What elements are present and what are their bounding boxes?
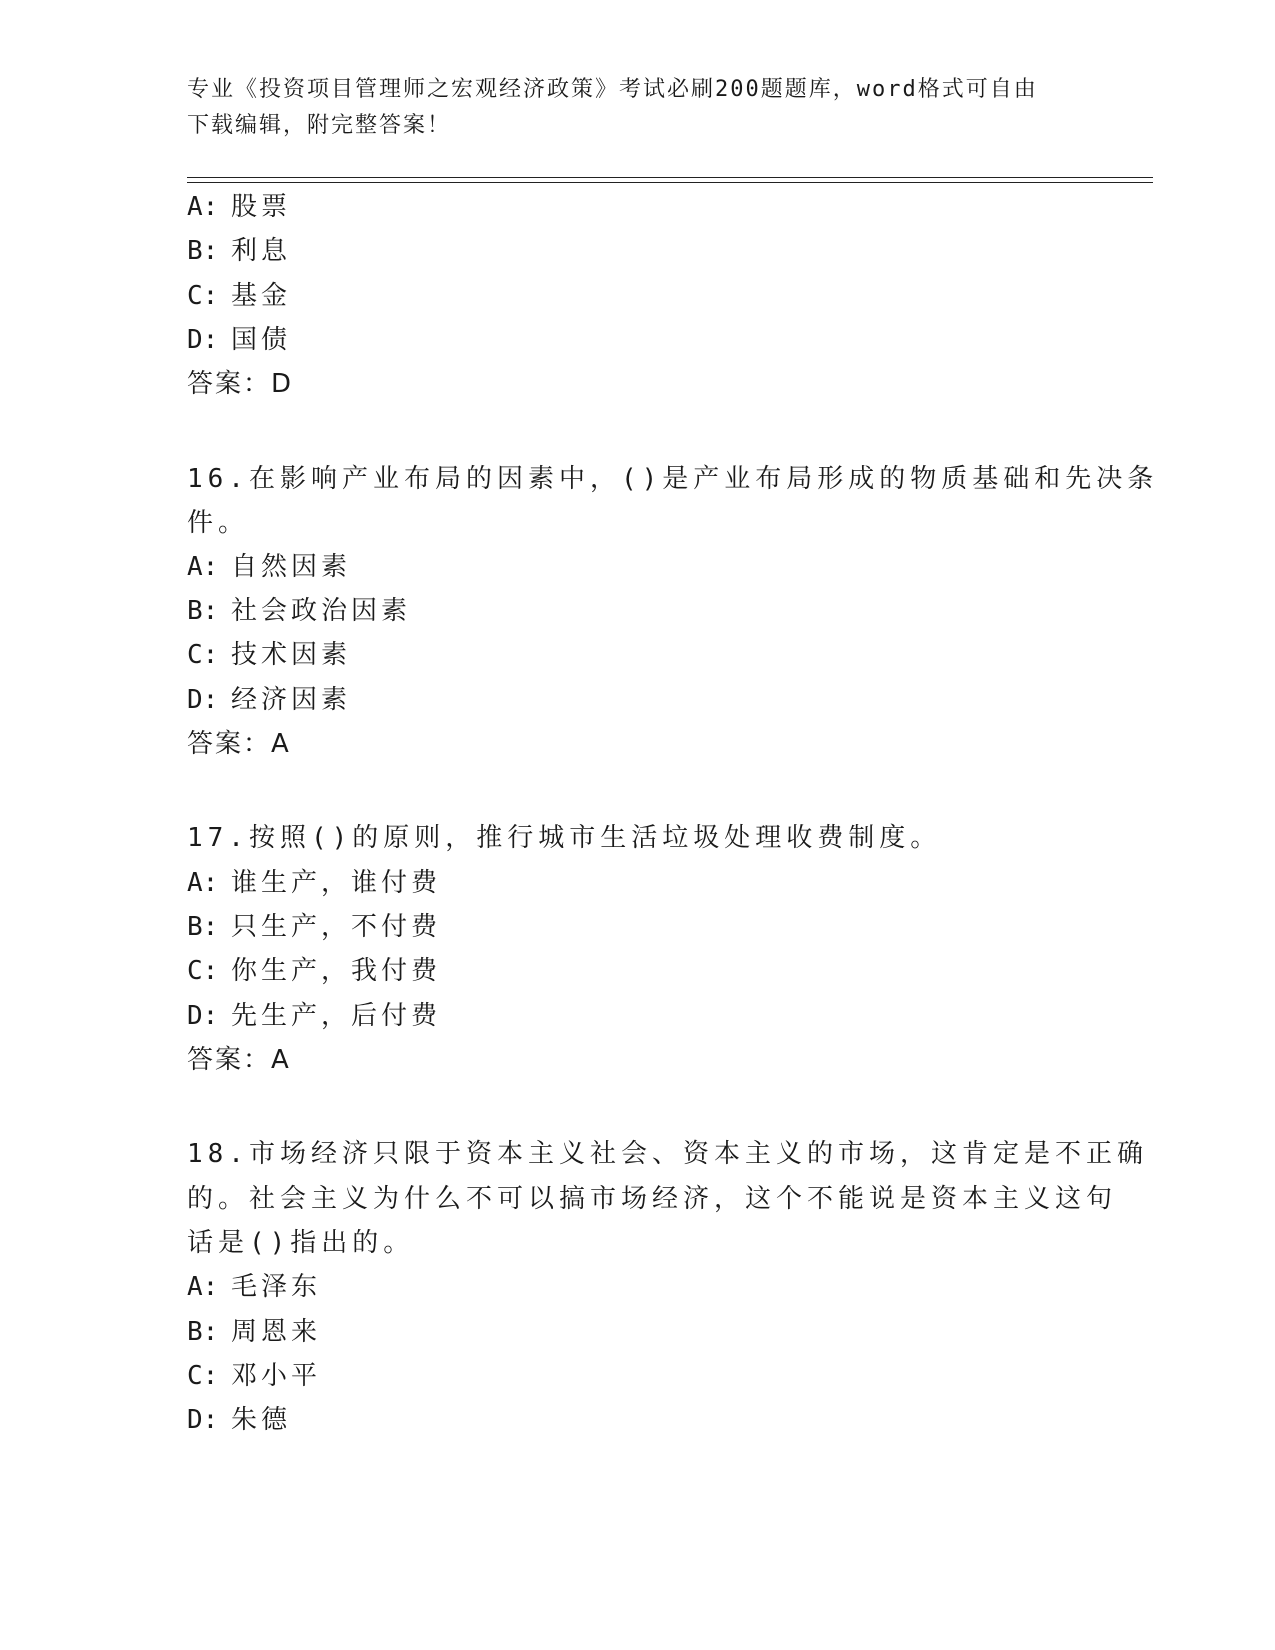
q18-option-a: A: 毛泽东 [187,1272,322,1302]
q15-option-d: D: 国债 [187,325,292,355]
header-divider-top [187,177,1153,178]
q16-answer: 答案：A [187,729,291,759]
q17-answer: 答案：A [187,1045,291,1075]
q17-option-d: D: 先生产，后付费 [187,1001,442,1031]
q18-question-line-1: 18.市场经济只限于资本主义社会、资本主义的市场，这肯定是不正确 [187,1139,1148,1169]
header-divider-bottom [187,182,1153,183]
q18-question-line-2: 的。社会主义为什么不可以搞市场经济，这个不能说是资本主义这句 [187,1184,1118,1214]
q17-question-line-1: 17.按照()的原则，推行城市生活垃圾处理收费制度。 [187,823,942,853]
q18-option-d: D: 朱德 [187,1405,292,1435]
header-line-2: 下载编辑，附完整答案！ [187,113,452,138]
q16-question-line-1: 16.在影响产业布局的因素中，()是产业布局形成的物质基础和先决条 [187,464,1159,494]
header-line-1: 专业《投资项目管理师之宏观经济政策》考试必刷200题题库，word格式可自由 [187,77,1038,102]
q17-option-b: B: 只生产，不付费 [187,912,442,942]
q16-option-b: B: 社会政治因素 [187,596,412,626]
document-header [187,72,1087,144]
q18-option-b: B: 周恩来 [187,1317,322,1347]
q17-option-a: A: 谁生产，谁付费 [187,868,442,898]
q16-question-line-2: 件。 [187,508,250,538]
q18-question-line-3: 话是()指出的。 [187,1228,415,1258]
q16-option-a: A: 自然因素 [187,552,352,582]
q15-option-a: A: 股票 [187,192,292,222]
q17-option-c: C: 你生产，我付费 [187,956,442,986]
q16-option-c: C: 技术因素 [187,640,352,670]
q18-option-c: C: 邓小平 [187,1361,322,1391]
q15-answer: 答案：D [187,369,294,399]
q15-option-b: B: 利息 [187,236,292,266]
q15-option-c: C: 基金 [187,281,292,311]
q16-option-d: D: 经济因素 [187,685,352,715]
